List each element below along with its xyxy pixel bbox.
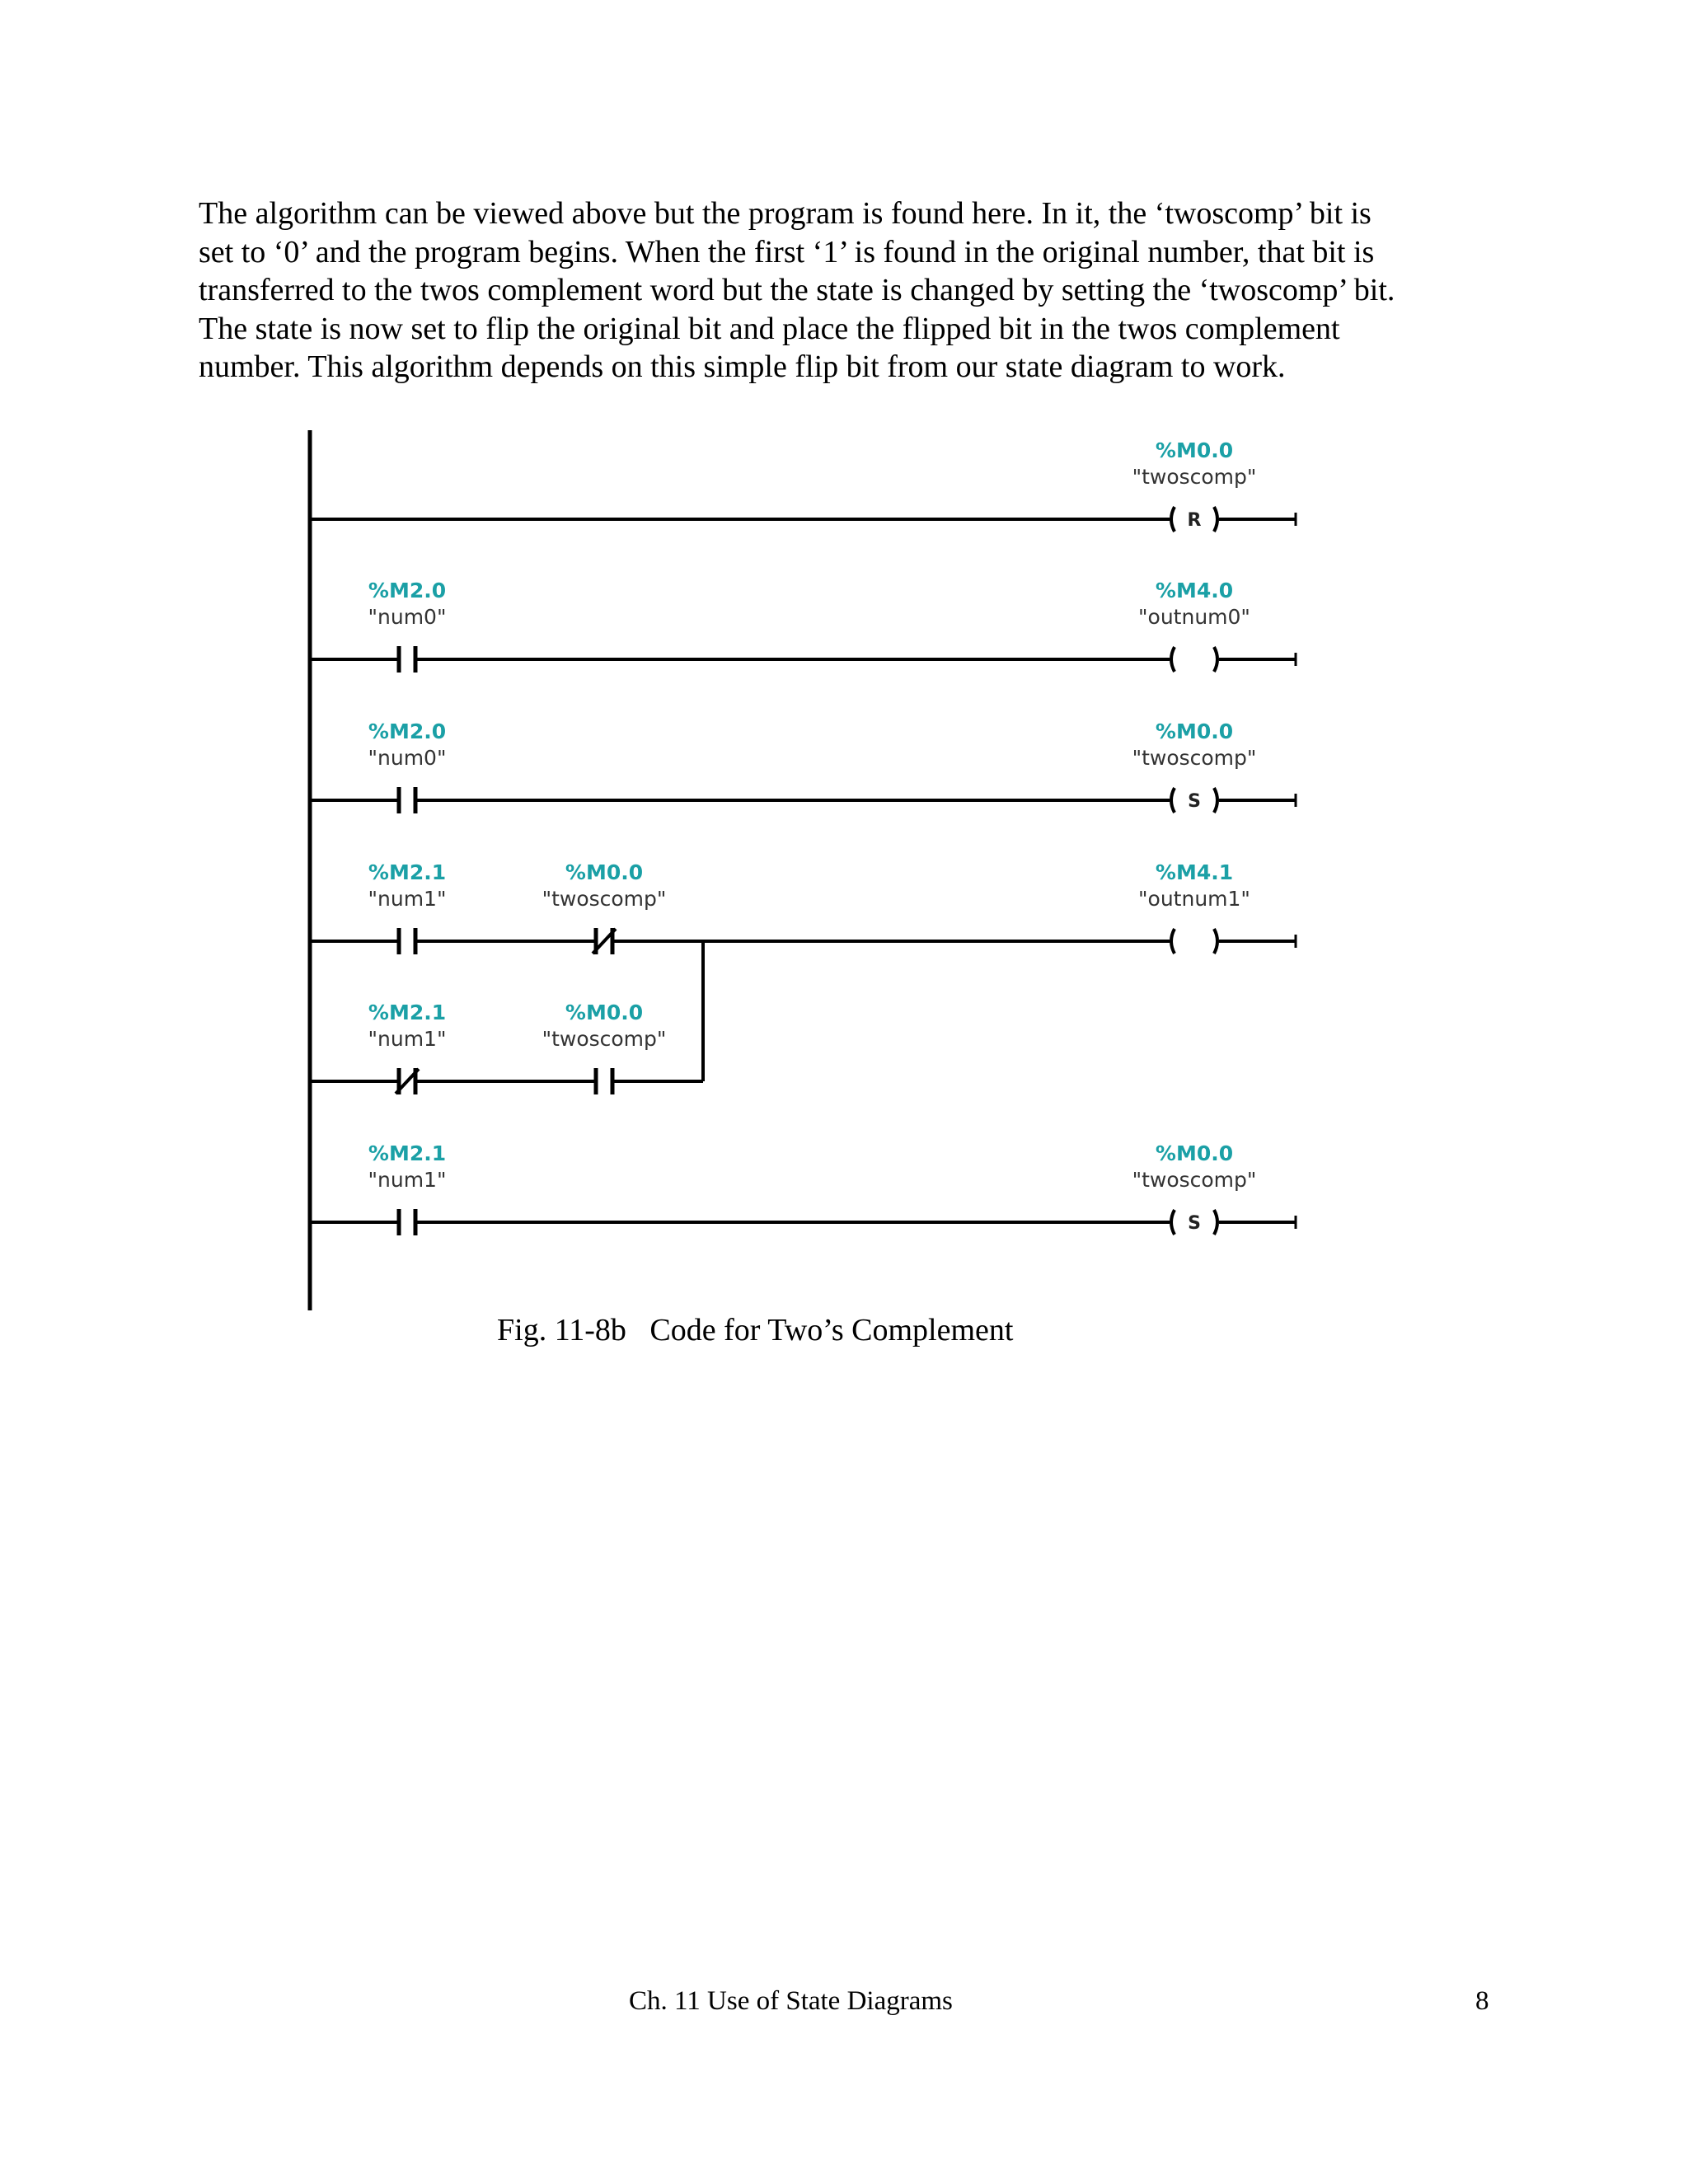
normally-open-contact [399,646,415,673]
page-number: 8 [1475,1986,1489,2016]
normally-open-contact [399,1209,415,1235]
contact-address: %M0.0 [565,1001,644,1024]
normally-open-contact [399,787,415,813]
contact-tag: "twoscomp" [542,887,667,911]
contact-address: %M2.0 [368,719,447,743]
normally-closed-contact [396,1068,419,1094]
coil-tag: "outnum1" [1138,887,1250,911]
coil-address: %M4.0 [1155,579,1234,602]
paragraph-line: The state is now set to flip the original bit and place the flipped bit in the twos complement [199,311,1340,346]
coil-paren-right [1214,788,1217,813]
contact-address: %M2.1 [368,1001,447,1024]
coil-paren-right [1214,929,1217,954]
coil-type-label: R [1187,510,1202,531]
coil-address: %M0.0 [1155,719,1234,743]
coil-paren-left [1171,1210,1175,1235]
normally-open-contact [596,1068,612,1094]
coil [1171,507,1217,532]
contact-tag: "num0" [368,746,447,770]
coil-paren-left [1171,647,1175,672]
paragraph-line: set to ‘0’ and the program begins. When the first ‘1’ is found in the original number, that bit is [199,234,1375,269]
paragraph-line: The algorithm can be viewed above but the program is found here. In it, the ‘twoscomp’ bit is [199,196,1372,231]
coil-paren-right [1214,507,1217,532]
coil-paren-right [1214,1210,1217,1235]
coil [1171,788,1217,813]
coil-paren-left [1171,788,1175,813]
coil-tag: "twoscomp" [1132,1168,1257,1192]
footer-chapter: Ch. 11 Use of State Diagrams [629,1986,953,2016]
coil-paren-right [1214,647,1217,672]
coil [1171,1210,1217,1235]
paragraph-line: number. This algorithm depends on this simple flip bit from our state diagram to work. [199,349,1286,384]
coil [1171,647,1217,672]
figure-caption: Fig. 11-8b Code for Two’s Complement [497,1313,1014,1347]
contact-tag: "twoscomp" [542,1027,667,1051]
coil-tag: "twoscomp" [1132,746,1257,770]
coil-paren-left [1171,929,1175,954]
contact-address: %M2.1 [368,860,447,884]
normally-closed-contact [593,928,616,954]
contact-address: %M2.0 [368,579,447,602]
contact-tag: "num0" [368,605,447,629]
coil-type-label: S [1188,1213,1201,1234]
normally-open-contact [399,928,415,954]
coil [1171,929,1217,954]
coil-tag: "outnum0" [1138,605,1250,629]
contact-tag: "num1" [368,1027,447,1051]
coil-paren-left [1171,507,1175,532]
contact-tag: "num1" [368,1168,447,1192]
coil-address: %M0.0 [1155,1141,1234,1165]
coil-tag: "twoscomp" [1132,465,1257,489]
contact-address: %M2.1 [368,1141,447,1165]
coil-address: %M4.1 [1155,860,1234,884]
contact-tag: "num1" [368,887,447,911]
coil-type-label: S [1188,791,1201,812]
paragraph-line: transferred to the twos complement word but the state is changed by setting the ‘twoscomp’ bit. [199,273,1395,307]
contact-address: %M0.0 [565,860,644,884]
coil-address: %M0.0 [1155,438,1234,462]
